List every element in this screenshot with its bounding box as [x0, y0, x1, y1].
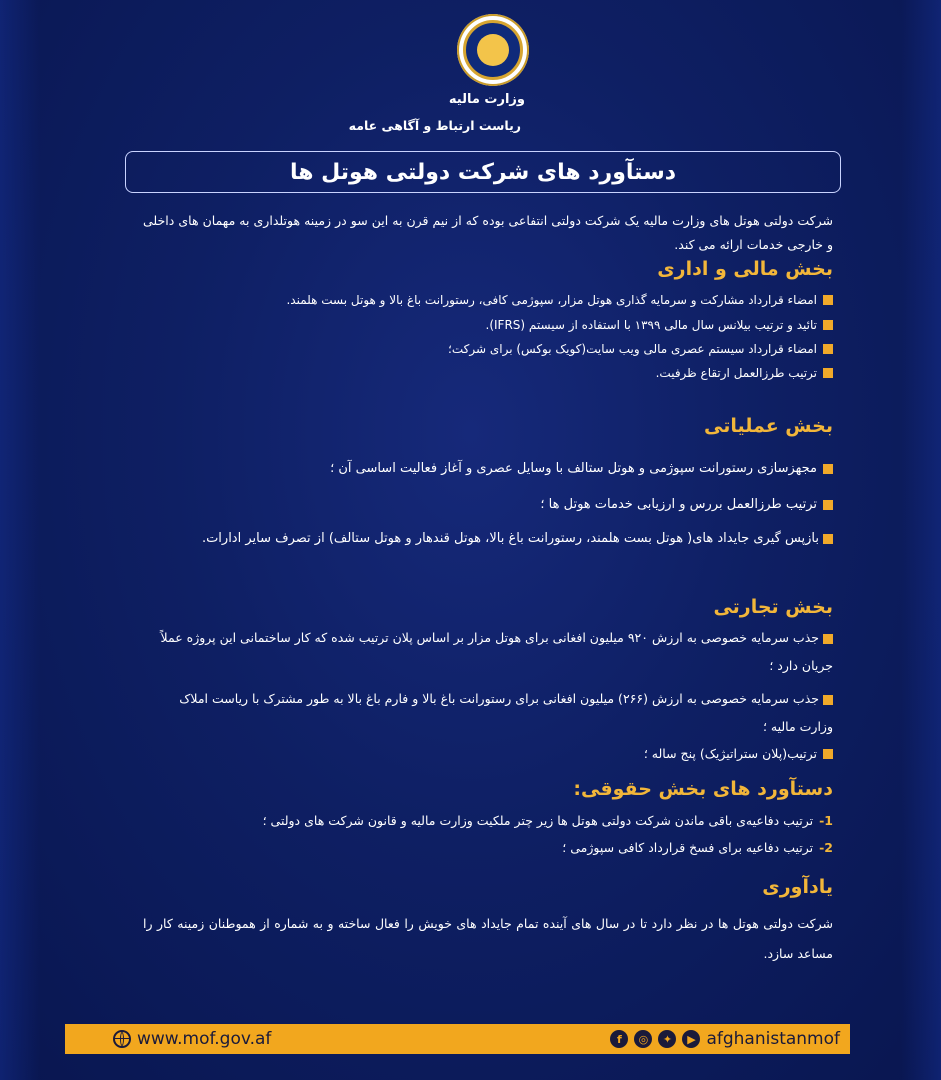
operational-heading: بخش عملیاتی	[703, 415, 833, 437]
list-item: مجهزسازی رستورانت سپوژمی و هوتل ستالف با وسایل عصری و آغاز فعالیت اساسی آن ؛	[330, 461, 833, 476]
list-item: جذب سرمایه خصوصی به ارزش ۹۲۰ میلیون افغانی برای هوتل مزار بر اساس پلان ترتیب شده که کار ساختمانی این پروژه عملاً جریان دارد ؛	[160, 630, 833, 673]
list-item: ترتیب طرزالعمل بررس و ارزیابی خدمات هوتل ها ؛	[540, 497, 833, 512]
list-item: بازپس گیری جایداد های( هوتل بست هلمند، رستورانت باغ بالا، هوتل قندهار و هوتل ستالف) از تصرف سایر ادارات.	[143, 522, 833, 556]
website-text: www.mof.gov.af	[137, 1029, 272, 1049]
left-edge-glow	[0, 0, 40, 1080]
ministry-seal-icon	[457, 14, 529, 86]
financial-heading: بخش مالی و اداری	[657, 258, 833, 280]
bullet-icon	[823, 295, 833, 305]
social-links	[610, 1029, 840, 1049]
list-item: امضاء قرارداد مشارکت و سرمایه گذاری هوتل مزار، سپوژمی کافی، رستورانت باغ بالا و هوتل بست هلمند.	[286, 293, 833, 307]
reminder-heading: یادآوری	[762, 876, 833, 898]
facebook-icon[interactable]: f	[610, 1030, 628, 1048]
list-item: 1- ترتیب دفاعیه‌ی باقی ماندن شرکت دولتی هوتل ها زیر چتر ملکیت وزارت مالیه و قانون شرکت های دولتی ؛	[262, 813, 833, 828]
list-item: ترتیب(پلان ستراتیژیک) پنج ساله ؛	[644, 746, 833, 761]
bullet-icon	[823, 695, 833, 705]
list-item: جذب سرمایه خصوصی به ارزش (۲۶۶) میلیون افغانی برای رستورانت باغ بالا و فارم باغ بالا به طور مشترک با ریاست املاک وزارت مالیه ؛	[179, 691, 833, 734]
reminder-paragraph: شرکت دولتی هوتل ها در نظر دارد تا در سال های آینده تمام جایداد های خویش را فعال ساخته و به شماره از هموطنان زمینه کار را مساعد سازد.	[143, 916, 833, 961]
legal-heading: دستآورد های بخش حقوقی:	[573, 778, 833, 800]
list-item: ترتیب طرزالعمل ارتقاع ظرفیت.	[656, 366, 833, 380]
ministry-name: وزارت مالیه	[448, 92, 525, 107]
bullet-icon	[823, 749, 833, 759]
social-handle[interactable]: afghanistanmof	[706, 1029, 840, 1049]
list-item: 2- ترتیب دفاعیه برای فسخ قرارداد کافی سپوژمی ؛	[562, 840, 833, 855]
twitter-icon[interactable]: ✦	[658, 1030, 676, 1048]
bullet-icon	[823, 368, 833, 378]
page-title: دستآورد های شرکت دولتی هوتل ها	[289, 159, 677, 185]
bullet-icon	[823, 320, 833, 330]
footer-bar	[65, 1024, 850, 1054]
right-edge-glow	[901, 0, 941, 1080]
bullet-icon	[823, 464, 833, 474]
bullet-icon	[823, 634, 833, 644]
bullet-icon	[823, 344, 833, 354]
instagram-icon[interactable]: ◎	[634, 1030, 652, 1048]
commercial-heading: بخش تجارتی	[713, 596, 833, 618]
item-number: 1-	[819, 813, 833, 828]
website-link[interactable]	[113, 1029, 271, 1049]
bullet-icon	[823, 500, 833, 510]
list-item: تائید و ترتیب بیلانس سال مالی ۱۳۹۹ با استفاده از سیستم (IFRS).	[486, 318, 834, 332]
globe-icon	[113, 1030, 131, 1048]
item-number: 2-	[819, 840, 833, 855]
presidency-name: ریاست ارتباط و آگاهی عامه	[348, 118, 521, 133]
youtube-icon[interactable]: ▶	[682, 1030, 700, 1048]
intro-paragraph: شرکت دولتی هوتل های وزارت مالیه یک شرکت دولتی انتفاعی بوده که از نیم قرن به این سو در زمینه هوتلداری به مهمان های داخلی و خارجی خدمات ارائه می کند.	[143, 213, 833, 252]
list-item: امضاء قرارداد سیستم عصری مالی ویب سایت(کویک بوکس) برای شرکت؛	[448, 342, 833, 356]
bullet-icon	[823, 534, 833, 544]
title-box	[125, 151, 841, 193]
